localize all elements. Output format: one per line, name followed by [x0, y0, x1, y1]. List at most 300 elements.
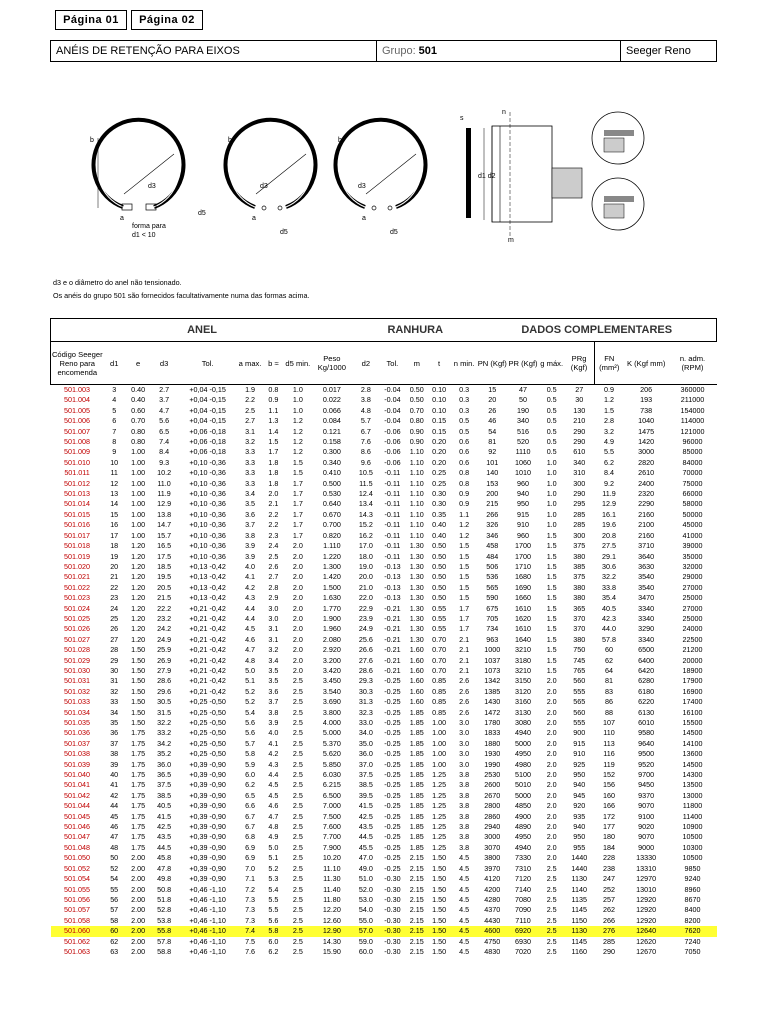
table-cell: 12920	[636, 894, 657, 904]
table-cell: 0.35	[432, 509, 447, 519]
table-cell: 2290	[638, 499, 655, 509]
row-code: 501.045	[64, 811, 91, 821]
table-cell: 0.85	[432, 697, 447, 707]
row-code: 501.016	[64, 520, 91, 530]
table-cell: 940	[573, 780, 586, 790]
table-cell: 1610	[515, 624, 532, 634]
table-cell: 2.5	[292, 728, 303, 738]
table-cell: 20.5	[157, 582, 172, 592]
table-cell: 1.5	[546, 613, 557, 623]
table-cell: 33.0	[358, 718, 373, 727]
table-cell: 2.5	[292, 915, 303, 925]
table-cell: 1.75	[131, 832, 146, 842]
table-cell: 300	[573, 530, 586, 540]
table-cell: 1440	[571, 863, 588, 873]
row-code: 501.052	[64, 863, 91, 873]
column-header: n. adm. (RPM)	[668, 342, 716, 385]
table-cell: 38	[110, 749, 119, 759]
table-cell: -0.25	[384, 718, 401, 727]
table-row	[51, 916, 717, 926]
table-cell: 6.2	[245, 780, 256, 790]
label-d5-2: d5	[280, 229, 288, 236]
table-cell: 21	[110, 572, 119, 582]
column-header: d1	[104, 342, 125, 385]
table-cell: 30.5	[157, 697, 172, 707]
table-cell: 4.5	[459, 863, 470, 873]
table-cell: 38.5	[157, 790, 172, 800]
table-cell: 310	[573, 468, 586, 478]
table-cell: 4.4	[245, 613, 256, 623]
table-cell: 17900	[682, 676, 703, 686]
table-cell: 17	[110, 530, 119, 540]
table-cell: 4.7	[268, 811, 279, 821]
table-cell: 7.700	[322, 832, 341, 842]
table-cell: 1.10	[409, 468, 424, 478]
table-cell: 1342	[484, 676, 501, 686]
column-header: Tol.	[177, 342, 239, 385]
table-cell: -0.30	[379, 926, 407, 936]
table-row	[51, 728, 717, 738]
table-cell: 2.9	[268, 593, 279, 603]
table-cell: 960	[517, 530, 530, 540]
row-code: 501.057	[64, 905, 91, 915]
table-cell: -0.30	[384, 884, 401, 894]
table-cell: +0,39 -0,90	[189, 832, 226, 842]
table-cell: 1.2	[604, 395, 614, 405]
table-cell: 4940	[515, 728, 532, 738]
table-cell: 290	[573, 426, 586, 436]
table-cell: 7.0	[245, 863, 256, 873]
table-cell: 55.0	[358, 915, 373, 925]
table-cell: 2.5	[292, 894, 303, 904]
table-cell: 11400	[682, 811, 703, 821]
table-cell: 1.85	[409, 842, 424, 852]
table-cell: -0.25	[384, 686, 401, 696]
column-header: b ≈	[262, 342, 285, 385]
table-cell: +0,10 -0,36	[189, 468, 226, 478]
table-cell: 1.8	[268, 457, 279, 467]
table-cell: 17.0	[358, 541, 373, 551]
table-cell: -0.11	[384, 520, 401, 530]
table-cell: 0.530	[322, 489, 341, 499]
table-cell: -0.25	[384, 801, 401, 811]
table-cell: 1.30	[409, 624, 424, 634]
table-cell: 1.5	[546, 551, 557, 561]
table-cell: 1145	[571, 905, 588, 915]
table-cell: 86	[605, 697, 613, 707]
table-cell: 7.3	[245, 905, 256, 915]
table-cell: 1.00	[432, 749, 447, 759]
table-cell: 1.20	[131, 582, 146, 592]
table-cell: +0,46 -1,10	[189, 915, 226, 925]
table-row	[51, 520, 717, 530]
table-row	[51, 697, 717, 707]
table-cell: 2.920	[322, 645, 341, 655]
table-cell: 1.85	[409, 790, 424, 800]
table-cell: 1.10	[409, 520, 424, 530]
table-cell: 4.5	[459, 905, 470, 915]
table-cell: 36.0	[157, 759, 172, 769]
table-cell: 2670	[484, 790, 501, 800]
table-cell: 7140	[515, 884, 532, 894]
table-cell: 107	[603, 718, 615, 727]
table-cell: 5.7	[245, 738, 256, 748]
table-cell: 3630	[638, 561, 655, 571]
table-cell: 2.5	[539, 926, 564, 936]
table-cell: 340	[573, 457, 586, 467]
table-cell: 24.9	[358, 624, 373, 634]
table-cell: 1.3	[268, 416, 279, 426]
table-cell: 9500	[638, 749, 655, 759]
table-cell: 18900	[682, 665, 703, 675]
table-cell: 22	[110, 582, 119, 592]
table-cell: 2.5	[292, 842, 303, 852]
table-cell: 0.10	[432, 405, 447, 415]
table-cell: 1.20	[131, 634, 146, 644]
table-cell: 1660	[515, 593, 532, 603]
table-cell: 15	[488, 385, 497, 394]
table-cell: 484	[486, 551, 499, 561]
table-cell: 22.2	[157, 603, 172, 613]
table-cell: 19.5	[157, 572, 172, 582]
table-cell: 1.7	[268, 447, 279, 457]
table-cell: 2.5	[292, 853, 303, 863]
table-cell: 2.15	[409, 884, 424, 894]
table-cell: 34.0	[358, 728, 373, 738]
table-cell: 3.8	[360, 395, 371, 405]
table-cell: 110	[603, 728, 615, 738]
table-cell: 375	[573, 541, 586, 551]
table-cell: 11.80	[323, 894, 341, 904]
table-cell: 1.50	[432, 853, 447, 863]
table-cell: 1.2	[292, 437, 303, 447]
table-cell: 2.0	[268, 489, 279, 499]
table-cell: 2.8	[268, 582, 279, 592]
table-cell: 2.0	[292, 655, 303, 665]
table-cell: 28	[110, 645, 119, 655]
table-cell: 2.0	[546, 728, 557, 738]
table-row	[51, 427, 717, 437]
table-cell: 28.6	[358, 665, 373, 675]
table-cell: -0.25	[384, 863, 401, 873]
table-cell: 4.6	[245, 634, 256, 644]
table-cell: 738	[640, 405, 653, 415]
table-cell: 7120	[515, 874, 532, 884]
table-cell: 1.5	[459, 551, 470, 561]
table-cell: 92	[488, 447, 497, 457]
table-cell: 675	[486, 603, 499, 613]
table-cell: 2.5	[292, 770, 303, 780]
table-cell: 2400	[638, 478, 655, 488]
table-cell: 2.5	[292, 811, 303, 821]
table-cell: -0.30	[384, 905, 401, 915]
table-cell: 12620	[636, 936, 657, 946]
table-cell: 0.60	[131, 405, 146, 415]
table-cell: 60.0	[358, 946, 373, 956]
table-cell: 1130	[571, 874, 588, 884]
table-cell: 745	[573, 655, 586, 665]
row-code: 501.019	[64, 551, 91, 561]
row-code: 501.015	[64, 509, 91, 519]
table-cell: 2860	[484, 811, 501, 821]
row-code: 501.033	[64, 697, 91, 707]
table-cell: +0,10 -0,36	[189, 541, 226, 551]
table-cell: 12970	[636, 874, 657, 884]
table-cell: 1.00	[131, 530, 146, 540]
table-cell: 9070	[638, 832, 655, 842]
table-cell: 2.15	[409, 853, 424, 863]
table-cell: 4.5	[459, 936, 470, 946]
table-cell: 2.5	[292, 676, 303, 686]
ring-drawing-1	[90, 120, 206, 239]
table-cell: 0.158	[322, 437, 341, 447]
ring-drawing-2	[226, 120, 316, 236]
table-cell: 1.7	[459, 603, 470, 613]
table-cell: +0,25 -0,50	[189, 738, 226, 748]
label-a-3: a	[362, 215, 366, 222]
table-cell: 29000	[682, 572, 703, 582]
row-code: 501.056	[64, 894, 91, 904]
table-cell: 49.8	[157, 874, 172, 884]
table-cell: 375	[573, 572, 586, 582]
table-row	[51, 489, 717, 499]
label-a-2: a	[252, 215, 256, 222]
table-cell: -0.25	[384, 728, 401, 738]
table-cell: 11.0	[157, 478, 171, 488]
table-cell: +0,13 -0,42	[189, 582, 226, 592]
table-cell: 0.85	[432, 676, 447, 686]
table-cell: 1.30	[409, 541, 424, 551]
table-cell: 33.8	[602, 582, 616, 592]
table-cell: 1.25	[432, 842, 447, 852]
table-row	[51, 864, 717, 874]
table-cell: 0.9	[604, 385, 614, 394]
table-cell: 8200	[684, 915, 701, 925]
table-cell: 266	[486, 509, 499, 519]
table-cell: 0.5	[459, 426, 470, 436]
table-cell: 4750	[484, 936, 501, 946]
table-cell: -0.21	[384, 603, 401, 613]
table-cell: 2.4	[268, 541, 279, 551]
table-cell: 7240	[684, 936, 701, 946]
table-cell: 42.3	[602, 613, 616, 623]
row-code: 501.004	[64, 395, 91, 405]
table-cell: 154000	[680, 405, 705, 415]
table-row	[51, 676, 717, 686]
table-cell: +0,13 -0,42	[189, 572, 226, 582]
table-cell: 0.25	[432, 468, 447, 478]
table-cell: 25	[110, 613, 119, 623]
table-cell: 1010	[515, 468, 532, 478]
label-n: n	[502, 109, 506, 116]
table-cell: 2.2	[268, 509, 279, 519]
table-cell: 7310	[515, 863, 532, 873]
table-cell: +0,25 -0,50	[189, 697, 226, 707]
table-cell: 2.5	[546, 936, 557, 946]
table-cell: 40.5	[157, 801, 172, 811]
label-m: m	[508, 237, 514, 244]
table-cell: 44.0	[602, 624, 616, 634]
table-cell: 1.60	[409, 645, 424, 655]
label-s: s	[460, 115, 464, 122]
table-cell: 3.5	[268, 665, 279, 675]
table-cell: 1.220	[322, 551, 341, 561]
table-cell: 13500	[682, 780, 703, 790]
table-cell: 8.4	[604, 468, 614, 478]
table-cell: 0.640	[322, 499, 341, 509]
table-cell: -0.25	[384, 780, 401, 790]
table-cell: 4280	[484, 894, 501, 904]
table-cell: 2.5	[546, 894, 557, 904]
table-cell: 2.2	[268, 520, 279, 530]
table-cell: 7.1	[245, 874, 256, 884]
table-cell: 3.8	[459, 801, 470, 811]
table-cell: +0,10 -0,36	[189, 509, 226, 519]
table-cell: 8960	[684, 884, 701, 894]
table-cell: 1.20	[131, 624, 146, 634]
table-cell: 10500	[682, 832, 703, 842]
table-cell: 1.5	[292, 457, 303, 467]
label-d5-1: d5	[198, 210, 206, 217]
table-cell: 7.2	[245, 884, 256, 894]
table-cell: 0.55	[432, 624, 447, 634]
table-cell: 37.5	[157, 780, 172, 790]
table-cell: 1710	[515, 561, 532, 571]
table-cell: 62	[110, 936, 119, 946]
table-cell: 4.5	[459, 915, 470, 925]
table-cell: 6.9	[245, 853, 256, 863]
table-cell: 3.0	[459, 738, 470, 748]
table-cell: 2.0	[292, 593, 303, 603]
page-01-button[interactable]: Página 01	[55, 10, 127, 30]
table-cell: 0.9	[268, 395, 279, 405]
table-cell: 33.2	[157, 728, 172, 738]
table-cell: 1.5	[459, 582, 470, 592]
table-cell: 3.1	[245, 426, 256, 436]
table-cell: 9070	[638, 801, 655, 811]
table-cell: 3.8	[459, 822, 470, 832]
table-cell: 1.4	[268, 426, 279, 436]
table-cell: 2.5	[245, 405, 256, 415]
table-cell: 3.1	[268, 624, 279, 634]
brand-name: Seeger Reno	[626, 45, 691, 57]
table-cell: 0.70	[432, 645, 447, 655]
row-code: 501.027	[64, 634, 91, 644]
table-cell: 1.85	[409, 811, 424, 821]
table-cell: 0.3	[459, 395, 470, 405]
table-cell: 3640	[638, 551, 655, 561]
table-cell: 14.7	[157, 520, 172, 530]
table-cell: 29.6	[157, 686, 172, 696]
page-02-button[interactable]: Página 02	[131, 10, 203, 30]
table-cell: 555	[573, 718, 586, 727]
table-cell: 1.7	[292, 509, 303, 519]
row-code: 501.014	[64, 499, 91, 509]
table-cell: 1.25	[432, 780, 447, 790]
table-cell: 1.0	[546, 468, 557, 478]
table-cell: 2.5	[292, 707, 303, 717]
group-value: 501	[418, 45, 437, 57]
table-cell: 1.50	[131, 676, 146, 686]
table-cell: 2.0	[292, 541, 303, 551]
row-code: 501.054	[64, 874, 91, 884]
table-cell: -0.25	[384, 832, 401, 842]
table-cell: 13.8	[157, 509, 172, 519]
group-field	[377, 41, 621, 61]
table-cell: 1.50	[131, 707, 146, 717]
table-cell: 0.5	[546, 385, 557, 394]
table-cell: 1.7	[292, 489, 303, 499]
table-cell: 2.0	[546, 759, 557, 769]
table-cell: 210	[573, 416, 586, 426]
table-cell: 4.3	[268, 759, 279, 769]
table-cell: 0.30	[432, 489, 447, 499]
table-cell: 262	[603, 905, 615, 915]
table-cell: 11.40	[323, 884, 341, 894]
table-cell: 340	[517, 416, 530, 426]
table-cell: 32.2	[157, 718, 172, 727]
table-cell: 11800	[682, 801, 703, 811]
table-cell: 2.0	[292, 645, 303, 655]
table-cell: 0.55	[432, 603, 447, 613]
table-cell: 0.084	[322, 416, 341, 426]
table-cell: 7620	[668, 926, 716, 936]
table-cell: 2.00	[131, 915, 146, 925]
table-cell: 2.15	[409, 946, 424, 956]
table-cell: 35	[110, 718, 119, 727]
table-cell: 4.1	[268, 738, 279, 748]
table-cell: 29.1	[602, 551, 616, 561]
table-cell: +0,46 -1,10	[189, 936, 226, 946]
table-cell: 5	[112, 405, 117, 415]
table-cell: -0.25	[384, 790, 401, 800]
table-cell: 1.00	[131, 489, 146, 499]
table-cell: 5.3	[268, 874, 279, 884]
table-cell: 1.60	[409, 686, 424, 696]
table-cell: -0.21	[384, 624, 401, 634]
table-cell: 276	[594, 926, 624, 936]
form-note-2: d1 < 10	[132, 232, 156, 239]
table-row	[51, 447, 717, 457]
table-cell: 2.5	[292, 832, 303, 842]
table-cell: 6.6	[245, 801, 256, 811]
table-cell: 1.00	[131, 468, 146, 478]
page-header	[50, 40, 717, 62]
table-cell: 1.0	[546, 489, 557, 499]
table-row	[51, 843, 717, 853]
table-cell: 4.5	[268, 790, 279, 800]
label-b-3: b	[338, 137, 342, 144]
table-cell: -0.25	[384, 759, 401, 769]
table-cell: 1.00	[432, 738, 447, 748]
table-cell: -0.11	[384, 468, 401, 478]
table-cell: 4370	[484, 905, 501, 915]
table-cell: +0,10 -0,36	[189, 520, 226, 530]
table-cell: 4.8	[268, 822, 279, 832]
table-cell: 1.2	[292, 447, 303, 457]
table-cell: 3.6	[268, 686, 279, 696]
row-code: 501.010	[64, 457, 91, 467]
table-cell: 153	[486, 478, 499, 488]
column-header: e	[125, 342, 152, 385]
table-cell: 5.2	[245, 686, 256, 696]
table-cell: 960	[517, 478, 530, 488]
table-cell: 2.0	[546, 811, 557, 821]
table-cell: 1.5	[604, 405, 614, 415]
table-cell: 1.25	[432, 822, 447, 832]
table-cell: 2.5	[292, 759, 303, 769]
table-cell: -0.25	[384, 842, 401, 852]
